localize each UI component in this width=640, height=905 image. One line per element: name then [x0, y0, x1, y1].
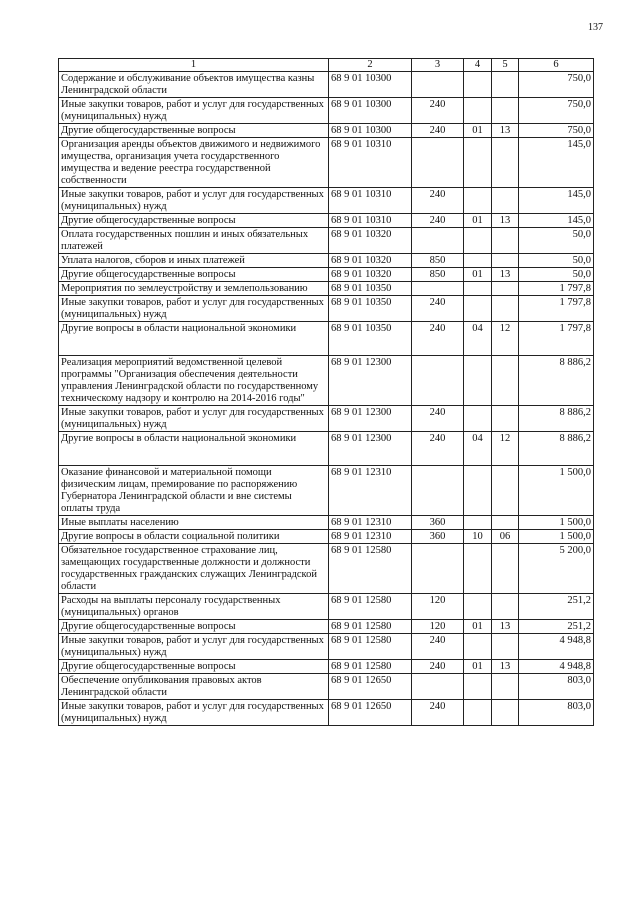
table-row	[59, 634, 594, 660]
row-description: Другие вопросы в области социальной политики	[59, 530, 329, 544]
row-expense-type	[412, 282, 464, 296]
row-description: Иные выплаты населению	[59, 516, 329, 530]
table-row	[59, 620, 594, 634]
row-section	[464, 634, 492, 660]
row-section: 01	[464, 620, 492, 634]
row-amount: 1 500,0	[519, 466, 594, 516]
page-number: 137	[588, 22, 603, 33]
table-row	[59, 356, 594, 406]
row-amount: 251,2	[519, 620, 594, 634]
row-expense-type: 240	[412, 406, 464, 432]
row-target-code: 68 9 01 10350	[329, 282, 412, 296]
row-description: Иные закупки товаров, работ и услуг для государственных (муниципальных) нужд	[59, 188, 329, 214]
table-row	[59, 72, 594, 98]
row-section: 01	[464, 660, 492, 674]
row-description: Иные закупки товаров, работ и услуг для государственных (муниципальных) нужд	[59, 406, 329, 432]
row-description: Уплата налогов, сборов и иных платежей	[59, 254, 329, 268]
budget-table	[58, 58, 594, 726]
row-amount: 50,0	[519, 268, 594, 282]
row-amount: 1 797,8	[519, 322, 594, 356]
row-description: Другие общегосударственные вопросы	[59, 660, 329, 674]
row-expense-type: 240	[412, 322, 464, 356]
row-section	[464, 228, 492, 254]
row-expense-type	[412, 138, 464, 188]
row-section	[464, 282, 492, 296]
row-amount: 803,0	[519, 674, 594, 700]
row-section: 01	[464, 124, 492, 138]
row-section	[464, 72, 492, 98]
row-section: 04	[464, 322, 492, 356]
row-section: 01	[464, 268, 492, 282]
row-description: Оплата государственных пошлин и иных обязательных платежей	[59, 228, 329, 254]
row-amount: 145,0	[519, 188, 594, 214]
row-target-code: 68 9 01 12310	[329, 516, 412, 530]
row-description: Расходы на выплаты персоналу государственных (муниципальных) органов	[59, 594, 329, 620]
table-row	[59, 98, 594, 124]
table-row	[59, 322, 594, 356]
row-description: Обеспечение опубликования правовых актов Ленинградской области	[59, 674, 329, 700]
row-description: Другие общегосударственные вопросы	[59, 268, 329, 282]
row-subsection	[492, 594, 519, 620]
row-target-code: 68 9 01 10310	[329, 214, 412, 228]
row-target-code: 68 9 01 10300	[329, 98, 412, 124]
table-row	[59, 530, 594, 544]
row-section	[464, 138, 492, 188]
header-col-3: 3	[412, 59, 464, 72]
row-amount: 1 797,8	[519, 282, 594, 296]
row-description: Обязательное государственное страхование лиц, замещающих государственные должности и должности государственных гражданских служащих Ленинградской области	[59, 544, 329, 594]
row-expense-type	[412, 466, 464, 516]
row-target-code: 68 9 01 10320	[329, 254, 412, 268]
row-subsection	[492, 254, 519, 268]
table-row	[59, 282, 594, 296]
row-target-code: 68 9 01 12310	[329, 530, 412, 544]
row-section	[464, 516, 492, 530]
table-row	[59, 268, 594, 282]
row-amount: 4 948,8	[519, 634, 594, 660]
row-amount: 750,0	[519, 72, 594, 98]
table-row	[59, 188, 594, 214]
row-target-code: 68 9 01 12300	[329, 356, 412, 406]
row-description: Оказание финансовой и материальной помощи физическим лицам, премирование по распоряжению Губернатора Ленинградской области и вне системы оплаты труда	[59, 466, 329, 516]
row-amount: 145,0	[519, 214, 594, 228]
row-description: Другие общегосударственные вопросы	[59, 620, 329, 634]
table-row	[59, 674, 594, 700]
row-expense-type: 120	[412, 594, 464, 620]
row-section: 10	[464, 530, 492, 544]
row-subsection	[492, 516, 519, 530]
row-amount: 50,0	[519, 254, 594, 268]
row-amount: 50,0	[519, 228, 594, 254]
row-description: Реализация мероприятий ведомственной целевой программы "Организация обеспечения деятельности управления Ленинградской области по государственному техническому надзору и контролю на 2014-2016 годы"	[59, 356, 329, 406]
row-expense-type	[412, 544, 464, 594]
row-amount: 8 886,2	[519, 432, 594, 466]
row-subsection	[492, 282, 519, 296]
header-row	[59, 59, 594, 72]
header-col-6: 6	[519, 59, 594, 72]
row-description: Другие вопросы в области национальной экономики	[59, 322, 329, 356]
row-amount: 1 500,0	[519, 530, 594, 544]
row-section	[464, 544, 492, 594]
row-target-code: 68 9 01 12580	[329, 634, 412, 660]
table-body	[59, 72, 594, 726]
table-row	[59, 700, 594, 726]
row-subsection: 13	[492, 214, 519, 228]
table-row	[59, 254, 594, 268]
row-target-code: 68 9 01 12580	[329, 544, 412, 594]
row-target-code: 68 9 01 12650	[329, 700, 412, 726]
row-target-code: 68 9 01 10300	[329, 72, 412, 98]
row-amount: 803,0	[519, 700, 594, 726]
row-target-code: 68 9 01 10350	[329, 296, 412, 322]
row-expense-type: 360	[412, 530, 464, 544]
row-subsection: 12	[492, 432, 519, 466]
row-target-code: 68 9 01 10350	[329, 322, 412, 356]
row-expense-type: 240	[412, 188, 464, 214]
table-row	[59, 466, 594, 516]
row-expense-type: 240	[412, 98, 464, 124]
row-subsection	[492, 228, 519, 254]
row-description: Другие общегосударственные вопросы	[59, 124, 329, 138]
row-section	[464, 254, 492, 268]
row-subsection	[492, 466, 519, 516]
row-expense-type: 240	[412, 214, 464, 228]
row-section: 04	[464, 432, 492, 466]
row-target-code: 68 9 01 10320	[329, 268, 412, 282]
row-amount: 145,0	[519, 138, 594, 188]
row-amount: 8 886,2	[519, 356, 594, 406]
table-row	[59, 660, 594, 674]
row-section	[464, 188, 492, 214]
row-expense-type: 360	[412, 516, 464, 530]
row-subsection: 12	[492, 322, 519, 356]
row-target-code: 68 9 01 10310	[329, 138, 412, 188]
row-subsection	[492, 674, 519, 700]
header-col-2: 2	[329, 59, 412, 72]
row-target-code: 68 9 01 12300	[329, 406, 412, 432]
row-description: Иные закупки товаров, работ и услуг для государственных (муниципальных) нужд	[59, 98, 329, 124]
row-amount: 8 886,2	[519, 406, 594, 432]
row-expense-type: 240	[412, 700, 464, 726]
table-row	[59, 138, 594, 188]
row-target-code: 68 9 01 12650	[329, 674, 412, 700]
table-row	[59, 516, 594, 530]
row-target-code: 68 9 01 12580	[329, 594, 412, 620]
row-subsection	[492, 544, 519, 594]
row-section: 01	[464, 214, 492, 228]
row-expense-type: 240	[412, 634, 464, 660]
table-row	[59, 594, 594, 620]
row-section	[464, 356, 492, 406]
row-amount: 5 200,0	[519, 544, 594, 594]
header-col-5: 5	[492, 59, 519, 72]
row-description: Другие вопросы в области национальной экономики	[59, 432, 329, 466]
row-amount: 251,2	[519, 594, 594, 620]
table-row	[59, 544, 594, 594]
row-section	[464, 674, 492, 700]
row-subsection: 13	[492, 660, 519, 674]
row-subsection: 13	[492, 124, 519, 138]
row-expense-type	[412, 228, 464, 254]
row-section	[464, 98, 492, 124]
row-description: Другие общегосударственные вопросы	[59, 214, 329, 228]
header-col-1: 1	[59, 59, 329, 72]
row-amount: 750,0	[519, 124, 594, 138]
row-amount: 1 500,0	[519, 516, 594, 530]
row-subsection	[492, 72, 519, 98]
row-expense-type	[412, 72, 464, 98]
table-row	[59, 296, 594, 322]
row-description: Иные закупки товаров, работ и услуг для государственных (муниципальных) нужд	[59, 634, 329, 660]
row-expense-type: 240	[412, 296, 464, 322]
row-expense-type	[412, 356, 464, 406]
row-description: Организация аренды объектов движимого и недвижимого имущества, организация учета государственного имущества и ведение реестра государственной собственности	[59, 138, 329, 188]
row-subsection: 06	[492, 530, 519, 544]
row-subsection	[492, 188, 519, 214]
table-row	[59, 432, 594, 466]
row-section	[464, 406, 492, 432]
row-expense-type: 240	[412, 660, 464, 674]
row-amount: 1 797,8	[519, 296, 594, 322]
table-row	[59, 228, 594, 254]
row-expense-type: 240	[412, 432, 464, 466]
row-target-code: 68 9 01 10300	[329, 124, 412, 138]
header-col-4: 4	[464, 59, 492, 72]
row-section	[464, 594, 492, 620]
table-row	[59, 406, 594, 432]
row-amount: 750,0	[519, 98, 594, 124]
row-expense-type: 240	[412, 124, 464, 138]
row-section	[464, 700, 492, 726]
row-amount: 4 948,8	[519, 660, 594, 674]
row-subsection	[492, 634, 519, 660]
row-subsection	[492, 356, 519, 406]
row-subsection	[492, 700, 519, 726]
table-row	[59, 124, 594, 138]
row-expense-type: 850	[412, 268, 464, 282]
row-target-code: 68 9 01 12580	[329, 660, 412, 674]
row-subsection: 13	[492, 620, 519, 634]
table-row	[59, 214, 594, 228]
row-expense-type	[412, 674, 464, 700]
row-subsection	[492, 296, 519, 322]
row-target-code: 68 9 01 12580	[329, 620, 412, 634]
row-subsection: 13	[492, 268, 519, 282]
row-description: Содержание и обслуживание объектов имущества казны Ленинградской области	[59, 72, 329, 98]
row-description: Мероприятия по землеустройству и землепользованию	[59, 282, 329, 296]
row-section	[464, 466, 492, 516]
row-expense-type: 850	[412, 254, 464, 268]
row-subsection	[492, 138, 519, 188]
row-target-code: 68 9 01 10320	[329, 228, 412, 254]
row-description: Иные закупки товаров, работ и услуг для государственных (муниципальных) нужд	[59, 296, 329, 322]
row-description: Иные закупки товаров, работ и услуг для государственных (муниципальных) нужд	[59, 700, 329, 726]
row-target-code: 68 9 01 12310	[329, 466, 412, 516]
row-section	[464, 296, 492, 322]
row-subsection	[492, 98, 519, 124]
row-target-code: 68 9 01 12300	[329, 432, 412, 466]
row-subsection	[492, 406, 519, 432]
row-expense-type: 120	[412, 620, 464, 634]
row-target-code: 68 9 01 10310	[329, 188, 412, 214]
